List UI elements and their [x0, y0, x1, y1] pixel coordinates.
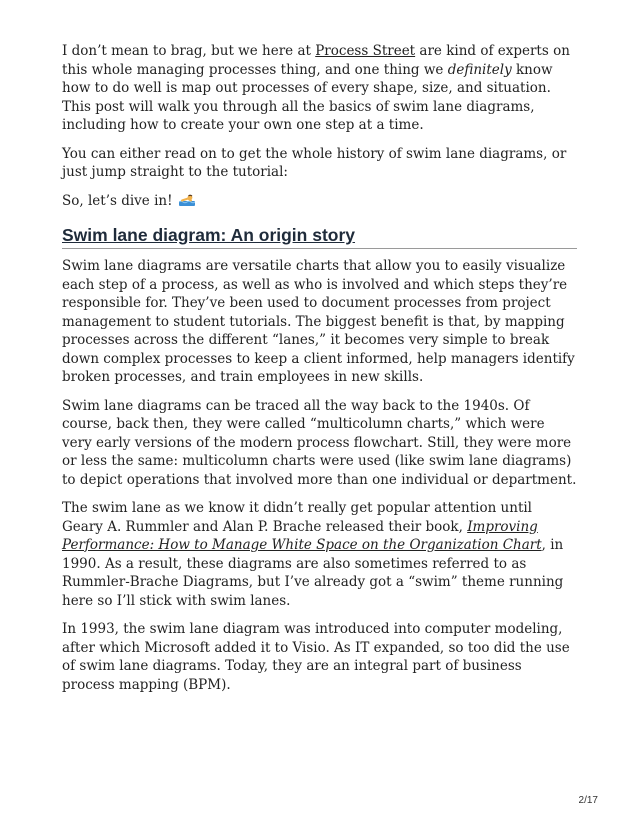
dive-in-text: So, let’s dive in!: [62, 192, 177, 209]
book-title-text[interactable]: Improving Performance: How to Manage White Space on the Organization Chart: [62, 518, 542, 553]
intro-text: I don’t mean to brag, but we here at: [62, 43, 316, 59]
intro-text: know how to do well is map out processes of every shape, size, and situation. This post will walk you through all the basics of swim lane diagrams, including how to create your own one step at a time.: [62, 61, 553, 133]
swimmer-emoji-icon: [179, 193, 195, 205]
intro-paragraph-2: You can either read on to get the whole history of swim lane diagrams, or just jump straight to the tutorial:: [62, 145, 567, 180]
body-paragraph-3: [62, 499, 577, 610]
section-heading-text[interactable]: Swim lane diagram: An origin story: [62, 225, 356, 245]
intro-text: are kind of experts on this whole managing processes thing, and one thing we: [62, 43, 570, 78]
body-text: The swim lane as we know it didn’t really get popular attention until Geary A. Rummler and Alan P. Brache released their book,: [62, 500, 533, 535]
document-page: [62, 42, 577, 704]
body-text: , in 1990. As a result, these diagrams are also sometimes referred to as Rummler-Brache Diagrams, but I’ve already got a “swim” theme running here so I’ll stick with swim lanes.: [62, 537, 564, 609]
body-paragraph-4: In 1993, the swim lane diagram was introduced into computer modeling, after which Microsoft added it to Visio. As IT expanded, so too did the use of swim lane diagrams. Today, they are an integral part of business process mapping (BPM).: [62, 621, 570, 693]
intro-paragraph-1: [62, 42, 577, 135]
process-street-link[interactable]: Process Street: [315, 43, 416, 59]
emphasis-text: definitely: [447, 61, 512, 78]
heading-divider: [62, 248, 577, 249]
body-paragraph-2: Swim lane diagrams can be traced all the way back to the 1940s. Of course, back then, they were called “multicolumn charts,” which were very early versions of the modern process flowchart. Still, they were more or less the same: multicolumn charts were used (like swim lane diagrams) to depict operations that involved more than one individual or department.: [62, 397, 577, 488]
intro-paragraph-3: [62, 192, 577, 211]
body-paragraph-1: Swim lane diagrams are versatile charts that allow you to easily visualize each step of a process, as well as who is involved and which steps they’re responsible for. They’ve been used to document processes from project management to student tutorials. The biggest benefit is that, by mapping processes across the different “lanes,” it becomes very simple to break down complex processes to keep a client informed, help managers identify broken processes, and train employees in new skills.: [62, 258, 575, 385]
section-heading[interactable]: [62, 224, 577, 248]
page-number: 2/17: [578, 795, 598, 806]
